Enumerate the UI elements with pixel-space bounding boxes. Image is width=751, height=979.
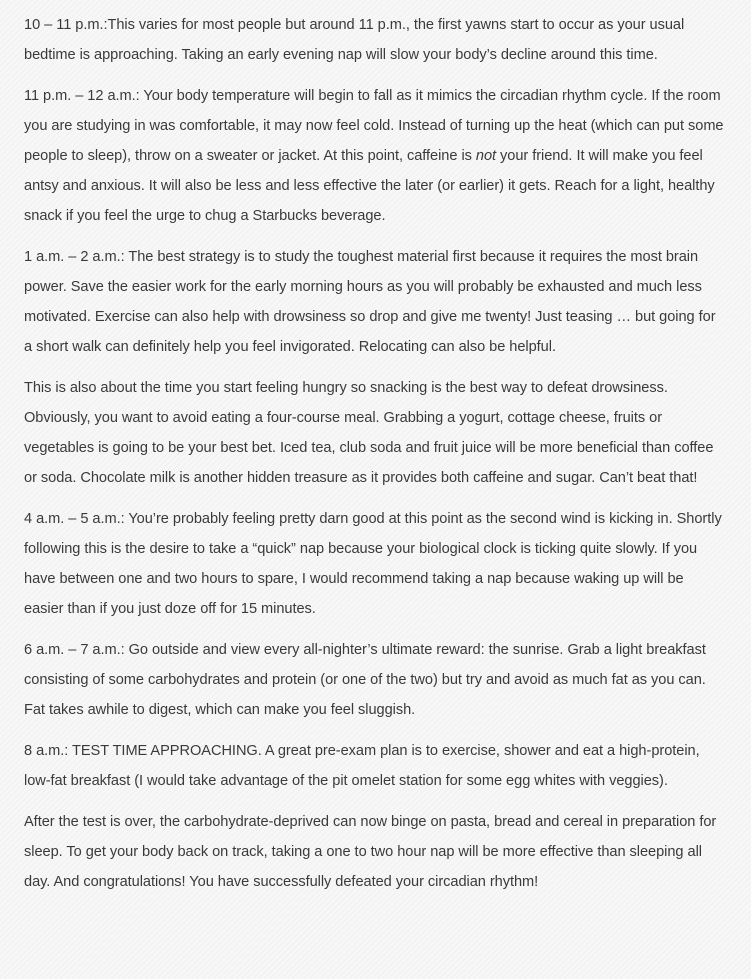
- paragraph-snacking: This is also about the time you start feeling hungry so snacking is the best way to defeat drowsiness. Obviously, you want to avoid eating a four-course meal. Grabbing a yogurt, cottage cheese, fruits or vegetables is going to be your best bet. Iced tea, club soda and fruit juice will be more beneficial than coffee or soda. Chocolate milk is another hidden treasure as it provides both caffeine and sugar. Can’t beat that!: [24, 380, 714, 486]
- paragraph-11pm-12am: [24, 81, 725, 231]
- paragraph-10pm-11pm: 10 – 11 p.m.:This varies for most people but around 11 p.m., the first yawns start to occur as your usual bedtime is approaching. Taking an early evening nap will slow your body’s decline around this time.: [24, 17, 685, 63]
- paragraph-4am-5am: 4 a.m. – 5 a.m.: You’re probably feeling pretty darn good at this point as the second wind is kicking in. Shortly following this is the desire to take a “quick” nap because your biological clock is ticking quite slowly. If you have between one and two hours to spare, I would recommend taking a nap because waking up will be easier than if you just doze off for 15 minutes.: [24, 511, 722, 617]
- paragraph-1am-2am: 1 a.m. – 2 a.m.: The best strategy is to study the toughest material first because it requires the most brain power. Save the easier work for the early morning hours as you will probably be exhausted and much less motivated. Exercise can also help with drowsiness so drop and give me twenty! Just teasing … but going for a short walk can definitely help you feel invigorated. Relocating can also be helpful.: [24, 249, 716, 355]
- paragraph-text: 11 p.m. – 12 a.m.: Your body temperature will begin to fall as it mimics the circadian rhythm cycle. If the room you are studying in was comfortable, it may now feel cold. Instead of turning up the heat (which can put some people to sleep), throw on a sweater or jacket. At this point, caffeine is: [24, 88, 724, 164]
- emphasis-not: not: [475, 148, 497, 164]
- paragraph-after-test: After the test is over, the carbohydrate-deprived can now binge on pasta, bread and cereal in preparation for sleep. To get your body back on track, taking a one to two hour nap will be more effective than sleeping all day. And congratulations! You have successfully defeated your circadian rhythm!: [24, 814, 717, 890]
- paragraph-text: your friend. It will make you feel antsy and anxious. It will also be less and less effective the later (or earlier) it gets. Reach for a light, healthy snack if you feel the urge to chug a Starbucks beverage.: [24, 148, 715, 224]
- paragraph-8am: 8 a.m.: TEST TIME APPROACHING. A great pre-exam plan is to exercise, shower and eat a high-protein, low-fat breakfast (I would take advantage of the pit omelet station for some egg whites with veggies).: [24, 743, 700, 789]
- paragraph-6am-7am: 6 a.m. – 7 a.m.: Go outside and view every all-nighter’s ultimate reward: the sunrise. Grab a light breakfast consisting of some carbohydrates and protein (or one of the two) but try and avoid as much fat as you can. Fat takes awhile to digest, which can make you feel sluggish.: [24, 642, 706, 718]
